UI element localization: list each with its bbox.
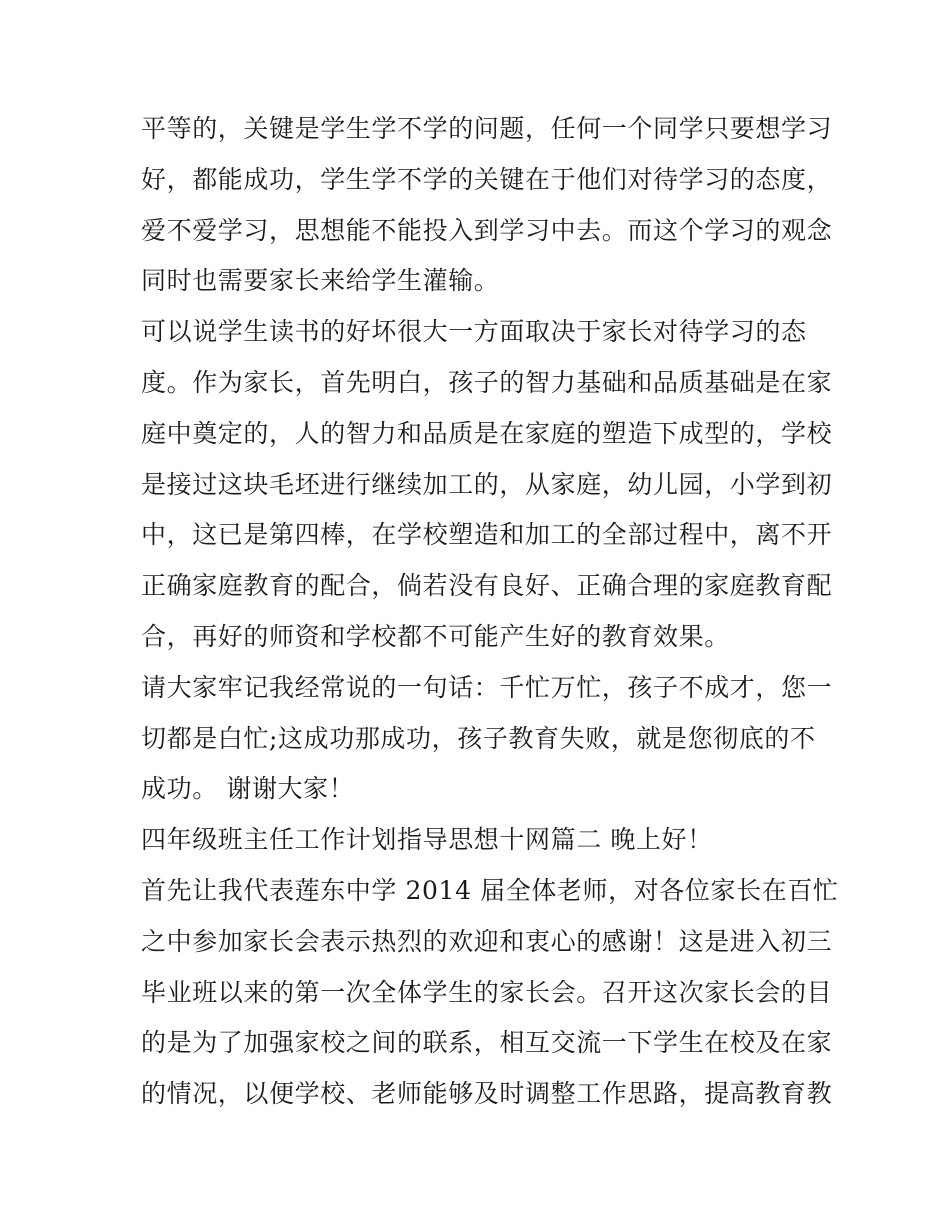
text-line: 四年级班主任工作计划指导思想十网篇二 晚上好！ xyxy=(141,825,713,855)
text-line: 毕业班以来的第一次全体学生的家长会。召开这次家长会的目 xyxy=(141,977,833,1007)
text-line: 度。作为家长，首先明白，孩子的智力基础和品质基础是在家 xyxy=(141,367,833,397)
text-line: 之中参加家长会表示热烈的欢迎和衷心的感谢！这是进入初三 xyxy=(141,926,833,956)
text-line: 正确家庭教育的配合，倘若没有良好、正确合理的家庭教育配 xyxy=(141,571,833,601)
text-line: 同时也需要家长来给学生灌输。 xyxy=(141,266,500,296)
text-line: 庭中奠定的，人的智力和品质是在家庭的塑造下成型的，学校 xyxy=(141,418,833,448)
body-text xyxy=(141,104,839,1120)
text-line: 是接过这块毛坯进行继续加工的，从家庭，幼儿园，小学到初 xyxy=(141,469,833,499)
text-line: 请大家牢记我经常说的一句话：千忙万忙，孩子不成才，您一 xyxy=(141,672,833,702)
text-line: 成功。 谢谢大家！ xyxy=(141,774,355,804)
text-line: 好，都能成功，学生学不学的关键在于他们对待学习的态度， xyxy=(141,164,833,194)
text-line: 中，这已是第四棒，在学校塑造和加工的全部过程中，离不开 xyxy=(141,520,833,550)
text-line: 的情况，以便学校、老师能够及时调整工作思路，提高教育教 xyxy=(141,1079,833,1109)
text-line: 可以说学生读书的好坏很大一方面取决于家长对待学习的态 xyxy=(141,317,807,347)
text-line: 首先让我代表莲东中学 2014 届全体老师，对各位家长在百忙 xyxy=(141,875,839,905)
text-line: 合，再好的师资和学校都不可能产生好的教育效果。 xyxy=(141,621,730,651)
text-line: 平等的，关键是学生学不学的问题，任何一个同学只要想学习 xyxy=(141,114,833,143)
text-line: 切都是白忙;这成功那成功，孩子教育失败，就是您彻底的不 xyxy=(141,723,816,753)
text-line: 爱不爱学习，思想能不能投入到学习中去。而这个学习的观念 xyxy=(141,215,833,245)
text-line: 的是为了加强家校之间的联系，相互交流一下学生在校及在家 xyxy=(141,1028,833,1058)
